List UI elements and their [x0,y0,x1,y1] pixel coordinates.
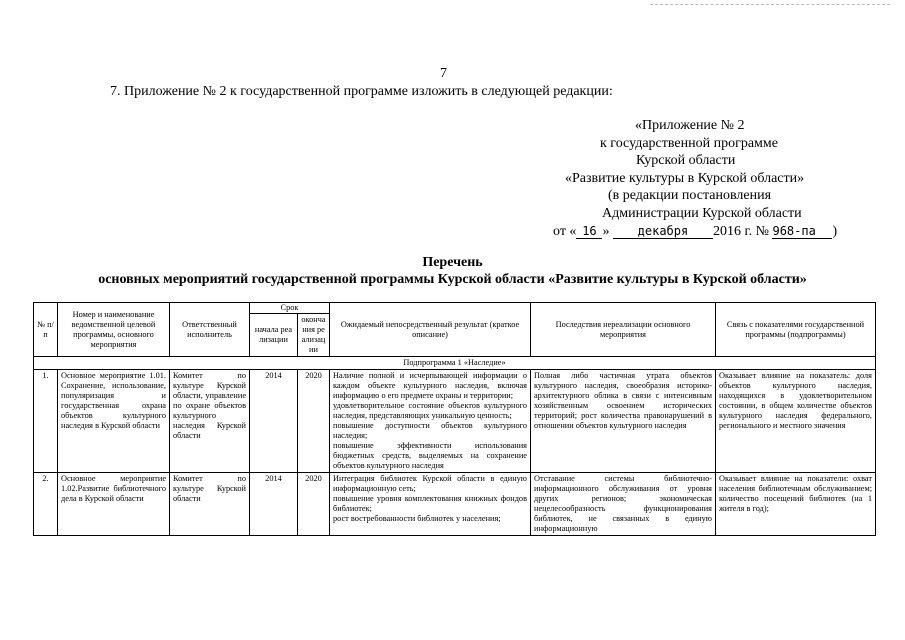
header-num: № п/п [34,303,58,357]
subprogram-row: Подпрограмма 1 «Наследие» [34,357,876,370]
appendix-date-line [520,223,900,241]
table-row [34,473,876,536]
measures-table [33,302,876,536]
header-link: Связь с показателями государственной программы (подпрограммы) [716,303,876,357]
header-term: Срок [250,303,330,314]
row-num: 1. [34,370,58,473]
page-number: 7 [440,66,447,81]
row-end: 2020 [298,473,330,536]
header-end: окончания реализации [298,314,330,357]
date-day-close: » [602,223,610,239]
document-title: Перечень [422,255,483,270]
result-item: повышение эффективности использования бюджетных средств, выделяемых на сохранение объектов культурного наследия [333,441,527,470]
result-item: Наличие полной и исчерпывающей информации о каждом объекте культурного наследия, включая информацию о его предмете охраны и территории; [333,371,527,400]
row-result [330,370,531,473]
row-result [330,473,531,536]
header-executor: Ответственный исполнитель [170,303,250,357]
header-start: начала реализации [250,314,298,357]
row-start: 2014 [250,370,298,473]
result-item: повышение уровня комплектования книжных фондов библиотек; [333,494,527,513]
result-item: удовлетворительное состояние объектов культурного наследия, представляющих уникальную ценность; [333,401,527,420]
date-day: 16 [576,224,602,239]
date-month: декабря [613,224,713,239]
appendix-close: ) [832,223,838,239]
result-item: повышение доступности объектов культурного наследия; [333,421,527,440]
header-result: Ожидаемый непосредственный результат (краткое описание) [330,303,531,357]
row-consequences: Отставание системы библиотечно-информационного обслуживания от уровня других регионов; экономическая нецелесообразность функционирования библиотек, не связанных в единую информационную [531,473,716,536]
row-name: Основное мероприятие 1.01. Сохранение, использование, популяризация и государственная охрана объектов культурного наследия в Курской области [58,370,170,473]
date-prefix: от « [553,223,577,239]
appendix-header [520,117,900,240]
document-subtitle: основных мероприятий государственной программы Курской области «Развитие культуры в Курской области» [98,272,807,287]
appendix-line-1: «Приложение № 2 [635,118,745,133]
appendix-line-5: (в редакции постановления [608,188,772,204]
header-consequences: Последствия нереализации основного мероприятия [531,303,716,357]
row-num: 2. [34,473,58,536]
appendix-line-6: Администрации Курской области [602,205,802,221]
row-executor: Комитет по культуре Курской области, управление по охране объектов культурного наследия Курской области [170,370,250,473]
row-link: Оказывает влияние на показатель: доля объектов культурного наследия, находящихся в удовлетворительном состоянии, в общем количестве объектов культурного наследия федерального, регионального и местного значения [716,370,876,473]
appendix-line-2: к государственной программе [600,135,778,151]
row-link: Оказывает влияние на показатели: охват населения библиотечным обслуживанием; количество посещений библиотек (на 1 жителя в год); [716,473,876,536]
top-dashed-line [650,4,890,5]
result-item: Интеграция библиотек Курской области в единую информационную сеть; [333,474,527,493]
row-consequences: Полная либо частичная утрата объектов культурного наследия, своеобразия историко-архитектурного облика в связи с интенсивным хозяйственным освоением исторических территорий; рост количества правонарушений в отношении объектов культурного наследия [531,370,716,473]
appendix-line-3: Курской области [636,153,736,169]
appendix-line-4: «Развитие культуры в Курской области» [565,170,805,186]
header-name: Номер и наименование ведомственной целевой программы, основного мероприятия [58,303,170,357]
row-start: 2014 [250,473,298,536]
date-year: 2016 г. № [712,223,769,239]
result-item: рост востребованности библиотек у населения; [333,514,501,523]
document-number: 968-па [772,224,832,239]
row-end: 2020 [298,370,330,473]
row-executor: Комитет по культуре Курской области [170,473,250,536]
row-name: Основное мероприятие 1.02.Развитие библиотечного дела в Курской области [58,473,170,536]
table-row [34,370,876,473]
intro-paragraph: 7. Приложение № 2 к государственной программе изложить в следующей редакции: [110,84,613,99]
